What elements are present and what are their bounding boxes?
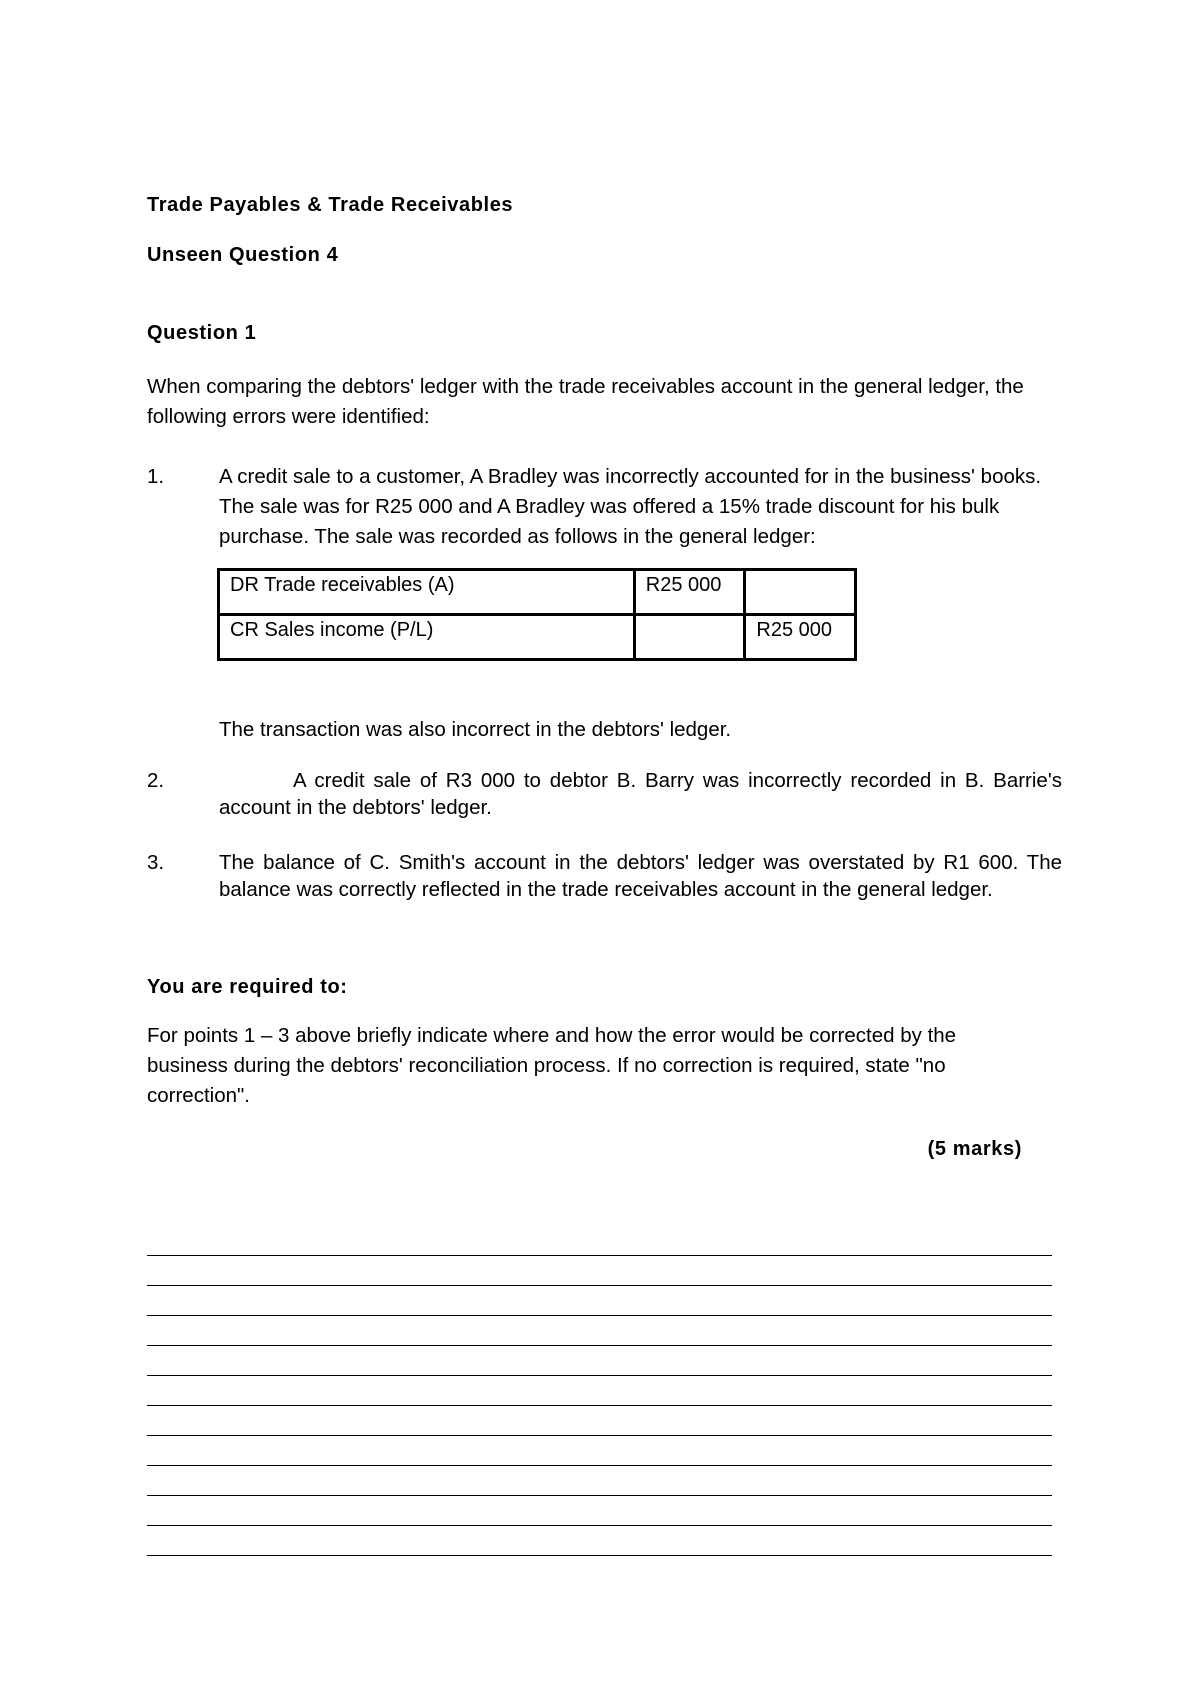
answer-line[interactable] (147, 1226, 1052, 1256)
item-1-text: A credit sale to a customer, A Bradley was incorrectly accounted for in the business' books. The sale was for R25 000 and A Bradley was offered a 15% trade discount for his bulk purchase. The sale was recorded as follows in the general ledger: (219, 465, 1042, 548)
item-2-number: 2. (147, 769, 165, 792)
answer-line[interactable] (147, 1526, 1052, 1556)
answer-line[interactable] (147, 1496, 1052, 1526)
answer-line[interactable] (147, 1316, 1052, 1346)
item-3-text: The balance of C. Smith's account in the debtors' ledger was overstated by R1 600. The balance was correctly reflected in the trade receivables account in the general ledger. (219, 851, 1062, 901)
document-subtitle: Unseen Question 4 (147, 244, 339, 266)
journal-account-cell: CR Sales income (P/L) (219, 615, 635, 660)
document-title: Trade Payables & Trade Receivables (147, 194, 514, 216)
item-1-followup: The transaction was also incorrect in the debtors' ledger. (219, 718, 732, 741)
journal-credit-cell (745, 570, 856, 615)
journal-debit-cell (634, 615, 745, 660)
answer-line[interactable] (147, 1466, 1052, 1496)
item-2-text: A credit sale of R3 000 to debtor B. Barry was incorrectly recorded in B. Barrie's account in the debtors' ledger. (219, 769, 1062, 819)
item-1-number: 1. (147, 465, 165, 488)
required-heading: You are required to: (147, 976, 348, 998)
question-intro: When comparing the debtors' ledger with the trade receivables account in the general ledger, the following errors were identified: (147, 375, 1024, 428)
answer-line[interactable] (147, 1436, 1052, 1466)
item-3-number: 3. (147, 851, 165, 874)
journal-row-credit (219, 615, 856, 660)
answer-line[interactable] (147, 1346, 1052, 1376)
answer-area (147, 1226, 1052, 1556)
answer-line[interactable] (147, 1256, 1052, 1286)
required-instructions: For points 1 – 3 above briefly indicate where and how the error would be corrected by the business during the debtors' reconciliation process. If no correction is required, state "no correction". (147, 1024, 957, 1107)
journal-credit-cell: R25 000 (745, 615, 856, 660)
journal-account-cell: DR Trade receivables (A) (219, 570, 635, 615)
journal-entry-table (217, 568, 857, 661)
question-heading: Question 1 (147, 322, 257, 344)
answer-line[interactable] (147, 1406, 1052, 1436)
marks-allocation: (5 marks) (927, 1138, 1022, 1160)
answer-line[interactable] (147, 1376, 1052, 1406)
journal-row-debit (219, 570, 856, 615)
journal-debit-cell: R25 000 (634, 570, 745, 615)
answer-line[interactable] (147, 1286, 1052, 1316)
